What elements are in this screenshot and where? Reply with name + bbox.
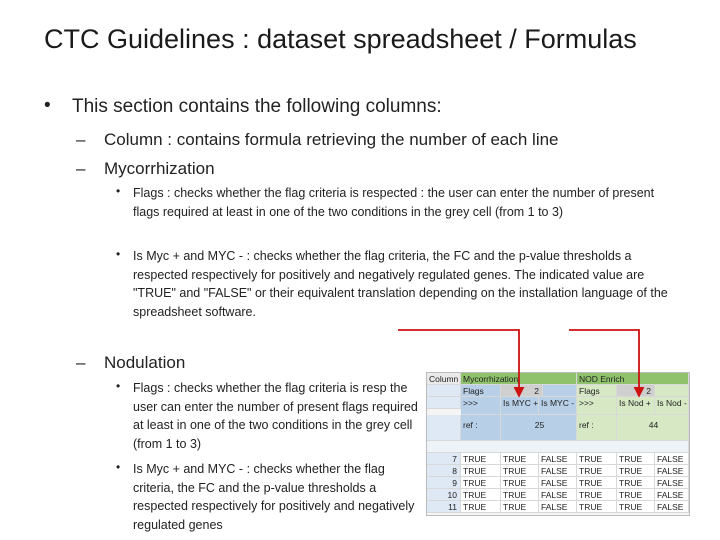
flags-label: Flags <box>461 385 501 397</box>
col-header: Column <box>427 373 461 385</box>
myc-header: Mycorrhization <box>461 373 577 385</box>
table-cell: FALSE <box>539 465 577 477</box>
table-cell: TRUE <box>501 501 539 513</box>
table-cell: FALSE <box>655 465 689 477</box>
flags-label: Flags <box>577 385 617 397</box>
table-cell: TRUE <box>577 501 617 513</box>
row-number: 10 <box>427 489 461 501</box>
table-cell: TRUE <box>461 489 501 501</box>
nod-header: NOD Enrich <box>577 373 689 385</box>
table-cell: FALSE <box>539 501 577 513</box>
table-cell: TRUE <box>461 453 501 465</box>
sub-bullet-dot: • <box>116 247 121 261</box>
table-cell: TRUE <box>617 489 655 501</box>
table-cell: TRUE <box>461 477 501 489</box>
nod-flags-value[interactable]: 2 <box>617 385 655 397</box>
myc-ref-value: 25 <box>501 415 577 441</box>
ref-label: ref : <box>577 415 617 441</box>
table-cell: TRUE <box>617 477 655 489</box>
table-cell: TRUE <box>617 465 655 477</box>
is-myc-minus-header: Is MYC - <box>539 397 577 415</box>
table-cell: TRUE <box>461 465 501 477</box>
sub-bullet-dot: • <box>116 379 121 393</box>
myc-heading: Mycorrhization <box>104 159 215 178</box>
table-cell: TRUE <box>577 477 617 489</box>
row-number: 9 <box>427 477 461 489</box>
table-cell: FALSE <box>655 501 689 513</box>
sub-bullet-dot: • <box>116 460 121 474</box>
table-cell: FALSE <box>539 489 577 501</box>
table-cell: TRUE <box>461 501 501 513</box>
is-myc-plus-header: Is MYC + <box>501 397 539 415</box>
is-nod-minus-header: Is Nod - <box>655 397 689 415</box>
myc-flags-value[interactable]: 2 <box>501 385 543 397</box>
dash-marker: – <box>76 353 86 372</box>
table-cell: TRUE <box>501 477 539 489</box>
myc-arrow <box>398 330 519 396</box>
row-number: 8 <box>427 465 461 477</box>
dash-marker: – <box>76 159 86 178</box>
ref-label: ref : <box>461 415 501 441</box>
table-cell: TRUE <box>577 489 617 501</box>
intro-text: This section contains the following columns: <box>72 96 442 117</box>
is-nod-plus-header: Is Nod + <box>617 397 655 415</box>
column-item: Column : contains formula retrieving the number of each line <box>104 130 559 149</box>
table-cell: FALSE <box>655 489 689 501</box>
myc-ismyc-text: Is Myc + and MYC - : checks whether the flag criteria, the FC and the p-value thresholds a respected respectively for positively and negatively regulated genes. The indicated value are "TRUE" and "FALSE" or their equivalent translation depending on the installation language of the spreadsheet software. <box>133 249 668 319</box>
nod-heading: Nodulation <box>104 353 186 372</box>
row-number: 11 <box>427 501 461 513</box>
nod-ismyc-text: Is Myc + and MYC - : checks whether the flag criteria, the FC and the p-value thresholds a respected respectively for positively and negatively regulated genes <box>133 462 415 532</box>
table-cell: TRUE <box>501 489 539 501</box>
nod-flags-text: Flags : checks whether the flag criteria is resp the user can enter the number of present flags required at least in one of the two conditions in the grey cell (from 1 to 3) <box>133 381 418 451</box>
table-cell: TRUE <box>617 453 655 465</box>
table-cell: FALSE <box>539 453 577 465</box>
dots-cell: >>> <box>461 397 501 415</box>
table-cell: TRUE <box>501 453 539 465</box>
table-cell: FALSE <box>655 477 689 489</box>
nod-arrow <box>569 330 639 396</box>
table-cell: TRUE <box>617 501 655 513</box>
table-cell: TRUE <box>577 453 617 465</box>
myc-flags-text: Flags : checks whether the flag criteria is respected : the user can enter the number of present flags required at least in one of the two conditions in the grey cell (from 1 to 3) <box>133 186 655 219</box>
dash-marker: – <box>76 130 86 149</box>
row-number: 7 <box>427 453 461 465</box>
dots-cell: >>> <box>577 397 617 415</box>
bullet-dot: • <box>44 95 51 116</box>
table-cell: TRUE <box>577 465 617 477</box>
slide-title: CTC Guidelines : dataset spreadsheet / Formulas <box>44 24 637 54</box>
table-cell: FALSE <box>539 477 577 489</box>
table-cell: TRUE <box>501 465 539 477</box>
sub-bullet-dot: • <box>116 184 121 198</box>
nod-ref-value: 44 <box>617 415 689 441</box>
table-cell: FALSE <box>655 453 689 465</box>
